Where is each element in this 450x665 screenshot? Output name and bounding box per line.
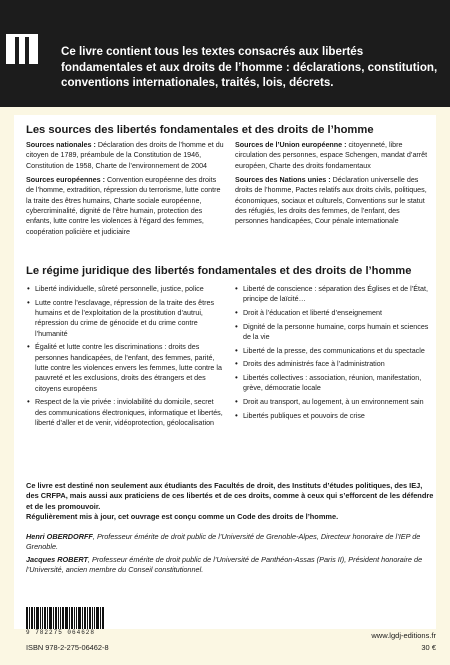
list-item: • Égalité et lutte contre les discriminations : droits des personnes handicapées, de l’enfant, des femmes, parité, lutte contre les violences envers les femmes, lutte contre la pauvreté et les exclusions, droits des étrangers et des citoyens européens xyxy=(26,342,224,394)
intro-paragraph: Ce livre est destiné non seulement aux étudiants des Facultés de droit, des Instituts d’études politiques, des IEJ, des CRFPA, mais aussi aux praticiens de ces libertés et de ces droits, comme à ceux qui s’efforcent de les défendre et de les promouvoir. xyxy=(26,481,434,511)
intro-text xyxy=(26,481,436,523)
list-item: • Droit au transport, au logement, à un environnement sain xyxy=(234,397,432,407)
regime-title: Le régime juridique des libertés fondamentales et des droits de l’homme xyxy=(26,265,412,277)
author-robert: Jacques ROBERT, Professeur émérite de droit public de l’Université de Panthéon-Assas (Paris II), Président honoraire de l’Université, ancien membre du Conseil constitutionnel. xyxy=(26,555,423,575)
sources-nationales: Sources nationales : Déclaration des droits de l’homme et du citoyen de 1789, préambule de la Constitution de 1946, Constitution de 1958, Charte de l’environnement de 2004 xyxy=(26,141,224,170)
list-item: • Liberté de la presse, des communications et du spectacle xyxy=(234,346,432,356)
sources-right-column xyxy=(235,140,432,231)
regime-right-list xyxy=(234,284,432,424)
sources-nations-unies: Sources des Nations unies : Déclaration universelle des droits de l’homme, Pactes relatifs aux droits civils, politiques, économiques, sociaux et culturels, Conventions sur le statut des réfugiés, les droits des femmes, de l’enfant, des personnes handicapées, Cour pénale internationale xyxy=(235,176,427,226)
list-item: • Droit à l’éducation et liberté d’enseignement xyxy=(234,308,432,318)
barcode-digits: 9 782275 064628 xyxy=(26,629,96,636)
sources-title: Les sources des libertés fondamentales et des droits de l’homme xyxy=(26,124,374,136)
sources-union-europeenne: Sources de l’Union européenne : citoyenneté, libre circulation des personnes, espace Schengen, mandat d’arrêt européen, Charte des droits fondamentaux xyxy=(235,141,428,170)
intro-paragraph-2: Régulièrement mis à jour, cet ouvrage est conçu comme un Code des droits de l’homme. xyxy=(26,512,339,522)
author-oberdorff: Henri OBERDORFF, Professeur émérite de droit public de l’Université de Grenoble-Alpes, Directeur honoraire de l’IEP de Grenoble. xyxy=(26,532,421,552)
list-item: • Libertés collectives : association, réunion, manifestation, grève, démocratie locale xyxy=(234,373,432,394)
isbn: ISBN 978-2-275-06462-8 xyxy=(26,643,109,652)
price: 30 € xyxy=(421,643,436,652)
list-item: • Liberté de conscience : séparation des Églises et de l’État, principe de laïcité… xyxy=(234,284,432,305)
list-item: • Lutte contre l’esclavage, répression de la traite des êtres humains et de l’exploitation de la prostitution d’autrui, répression du crime de génocide et du crime contre l’humanité xyxy=(26,298,224,339)
list-item: • Droits des administrés face à l’administration xyxy=(234,359,432,369)
list-item: • Libertés publiques et pouvoirs de crise xyxy=(234,411,432,421)
list-item: • Dignité de la personne humaine, corps humain et sciences de la vie xyxy=(234,322,432,343)
list-item: • Respect de la vie privée : inviolabilité du domicile, secret des communications électroniques, informatique et libertés, liberté d’aller et de venir, vidéoprotection, géolocalisation xyxy=(26,397,224,428)
top-band xyxy=(0,0,450,107)
regime-left-list xyxy=(26,284,224,432)
publisher-website: www.lgdj-editions.fr xyxy=(371,631,436,640)
sources-europeennes: Sources européennes : Convention européenne des droits de l’homme, extradition, répression du terrorisme, lutte contre la traite des êtres humains, Charte sociale européenne, cybercriminalité, dignité de l’être humain, protection des enfants, lutte contre les violences à l’égard des femmes, coopération policière et judiciaire xyxy=(26,176,221,236)
publisher-logo-icon xyxy=(6,34,38,64)
sources-left-column xyxy=(26,140,224,241)
headline: Ce livre contient tous les textes consacrés aux libertés fondamentales et aux droits de l’homme : déclarations, constitution, conventions internationales, traités, lois, décrets. xyxy=(61,45,438,89)
barcode xyxy=(26,607,108,629)
list-item: • Liberté individuelle, sûreté personnelle, justice, police xyxy=(26,284,224,294)
